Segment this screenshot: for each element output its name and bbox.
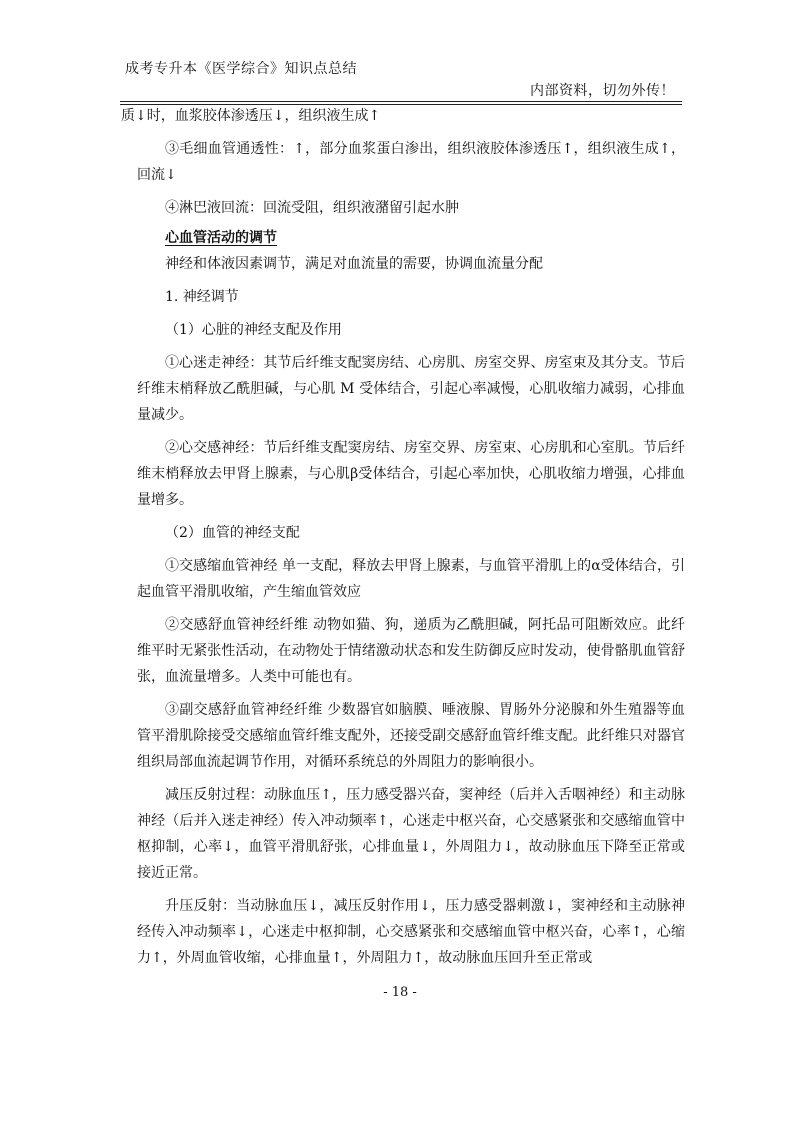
page-body bbox=[121, 103, 685, 978]
paragraph-sympathetic-vasodilator: ②交感舒血管神经纤维 动物如猫、狗，递质为乙酰胆碱，阿托品可阻断效应。此纤维平时无紧张性活动，在动物处于情绪激动状态和发生防御反应时发动，使骨骼肌血管舒张，血流量增多。人类中可能也有。 bbox=[137, 617, 685, 685]
paragraph-vagus-nerve: ①心迷走神经：其节后纤维支配窦房结、心房肌、房室交界、房室束及其分支。节后纤维末梢释放乙酰胆碱，与心肌 M 受体结合，引起心率减慢，心肌收缩力减弱，心排血量减少。 bbox=[137, 355, 685, 423]
confidential-notice: 内部资料，切勿外传！ bbox=[530, 83, 675, 99]
paragraph-vasoconstrictor: ①交感缩血管神经 单一支配，释放去甲肾上腺素，与血管平滑肌上的α受体结合，引起血管平滑肌收缩，产生缩血管效应 bbox=[137, 558, 685, 600]
paragraph-pressor-reflex: 升压反射：当动脉血压↓，减压反射作用↓，压力感受器刺激↓，窦神经和主动脉神经传入冲动频率↓，心迷走中枢抑制，心交感紧张和交感缩血管中枢兴奋，心率↑，心缩力↑，外周血管收缩，心排血量↑，外周阻力↑，故动脉血压回升至正常或 bbox=[137, 898, 685, 966]
subheading-vascular-innervation: （2）血管的神经支配 bbox=[165, 525, 300, 541]
paragraph-regulation-intro: 神经和体液因素调节，满足对血流量的需要，协调血流量分配 bbox=[165, 256, 543, 272]
paragraph-lymph-return: ④淋巴液回流：回流受阻，组织液潴留引起水肿 bbox=[165, 200, 459, 216]
header-divider bbox=[120, 101, 682, 102]
paragraph-depressor-reflex: 减压反射过程：动脉血压↑，压力感受器兴奋，窦神经（后并入舌咽神经）和主动脉神经（后并入迷走神经）传入冲动频率↑，心迷走中枢兴奋，心交感紧张和交感缩血管中枢抑制，心率↓，血管平滑肌舒张，心排血量↓，外周阻力↓，故动脉血压下降至正常或接近正常。 bbox=[137, 787, 685, 881]
paragraph-capillary-permeability: ③毛细血管通透性：↑，部分血浆蛋白渗出，组织液胶体渗透压↑，组织液生成↑，回流↓ bbox=[137, 141, 685, 183]
paragraph-parasympathetic-vasodilator: ③副交感舒血管神经纤维 少数器官如脑膜、唾液腺、胃肠外分泌腺和外生殖器等血管平滑肌除接受交感缩血管纤维支配外，还接受副交感舒血管纤维支配。此纤维只对器官组织局部血流起调节作用，对循环系统总的外周阻力的影响很小。 bbox=[137, 702, 685, 770]
page-number: - 18 - bbox=[383, 985, 417, 1000]
section-heading: 心血管活动的调节 bbox=[165, 230, 277, 246]
document-header-title: 成考专升本《医学综合》知识点总结 bbox=[125, 61, 357, 77]
subheading-neural-regulation: 1. 神经调节 bbox=[165, 289, 239, 305]
paragraph-continuation: 质↓时，血浆胶体渗透压↓，组织液生成↑ bbox=[121, 108, 381, 124]
subheading-cardiac-innervation: （1）心脏的神经支配及作用 bbox=[165, 322, 342, 338]
paragraph-sympathetic-nerve: ②心交感神经：节后纤维支配窦房结、房室交界、房室束、心房肌和心室肌。节后纤维末梢释放去甲肾上腺素，与心肌β受体结合，引起心率加快，心肌收缩力增强，心排血量增多。 bbox=[137, 440, 685, 508]
